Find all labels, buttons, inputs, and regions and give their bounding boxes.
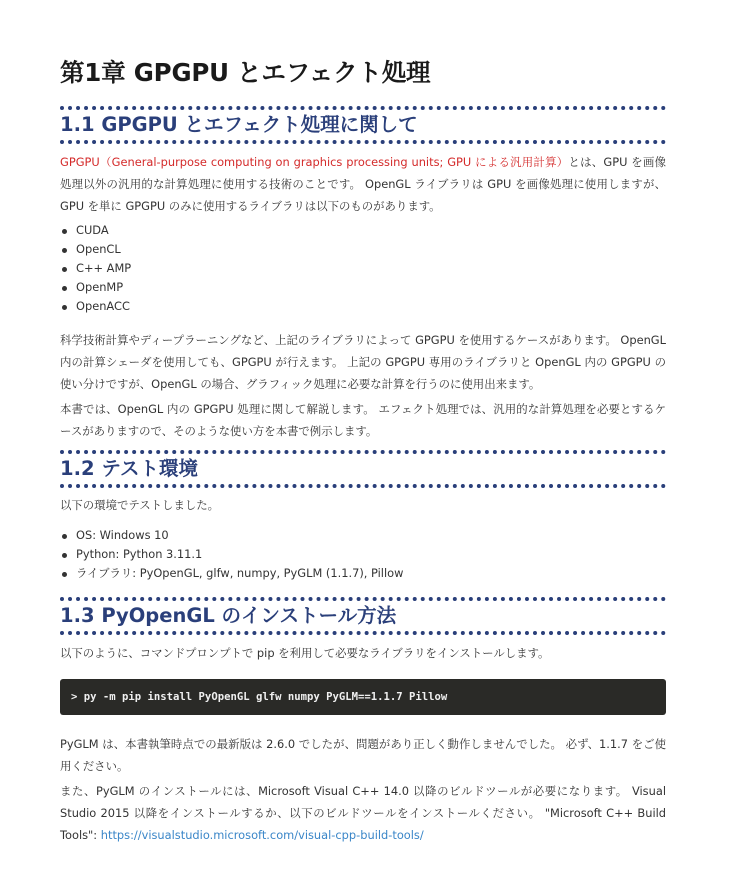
code-block[interactable] — [60, 679, 666, 715]
build-tools-paragraph — [60, 780, 666, 846]
build-tools-link[interactable]: https://visualstudio.microsoft.com/visual-cpp-build-tools/ — [100, 828, 424, 842]
install-intro: 以下のように、コマンドプロンプトで pip を利用して必要なライブラリをインストールします。 — [60, 646, 550, 660]
list-item: OpenCL — [76, 240, 682, 259]
section-heading-1-1: 1.1 GPGPU とエフェクト処理に関して — [60, 106, 666, 144]
list-item: OpenACC — [76, 297, 682, 316]
install-command[interactable]: > py -m pip install PyOpenGL glfw numpy PyGLM==1.1.7 Pillow — [71, 691, 448, 703]
gpgpu-definition: GPGPU（General-purpose computing on graphics processing units; GPU による汎用計算） — [60, 155, 569, 169]
pyglm-note-paragraph: PyGLM は、本書執筆時点での最新版は 2.6.0 でしたが、問題があり正しく動作しませんでした。 必ず、1.1.7 をご使用ください。 — [60, 737, 666, 773]
list-item: CUDA — [76, 221, 682, 240]
section-heading-1-3: 1.3 PyOpenGL のインストール方法 — [60, 597, 666, 635]
section-heading-1-2: 1.2 テスト環境 — [60, 450, 666, 488]
list-item: Python: Python 3.11.1 — [76, 545, 682, 564]
list-item: ライブラリ: PyOpenGL, glfw, numpy, PyGLM (1.1.7), Pillow — [76, 564, 682, 583]
gpgpu-library-list — [60, 221, 682, 316]
intro-paragraph — [60, 151, 666, 217]
test-env-list — [60, 526, 682, 583]
build-tools-text: また、PyGLM のインストールには、Microsoft Visual C++ 14.0 以降のビルドツールが必要になります。 Visual Studio 2015 以降をインストールするか、以下のビルドツールをインストールください。 "Microsoft C++ Build Tools": — [60, 784, 666, 842]
list-item: OS: Windows 10 — [76, 526, 682, 545]
intro-text: とは、GPU を画像処理以外の汎用的な計算処理に使用する技術のことです。 OpenGL ライブラリは GPU を画像処理に使用しますが、GPU を単に GPGPU のみに使用するライブラリは以下のものがあります。 — [60, 155, 667, 213]
usage-paragraph: 科学技術計算やディープラーニングなど、上記のライブラリによって GPGPU を使用するケースがあります。 OpenGL 内の計算シェーダを使用しても、GPGPU が行えます。 上記の GPGPU 専用のライブラリと OpenGL 内の GPGPU の使い分けですが、OpenGL の場合、グラフィック処理に必要な計算を行うのに使用出来ます。 — [60, 333, 666, 391]
chapter-title: 第1章 GPGPU とエフェクト処理 — [60, 58, 431, 87]
list-item: OpenMP — [76, 278, 682, 297]
book-scope-paragraph: 本書では、OpenGL 内の GPGPU 処理に関して解説します。 エフェクト処理では、汎用的な計算処理を必要とするケースがありますので、そのような使い方を本書で例示します。 — [60, 402, 666, 438]
list-item: C++ AMP — [76, 259, 682, 278]
test-env-intro: 以下の環境でテストしました。 — [60, 498, 220, 512]
